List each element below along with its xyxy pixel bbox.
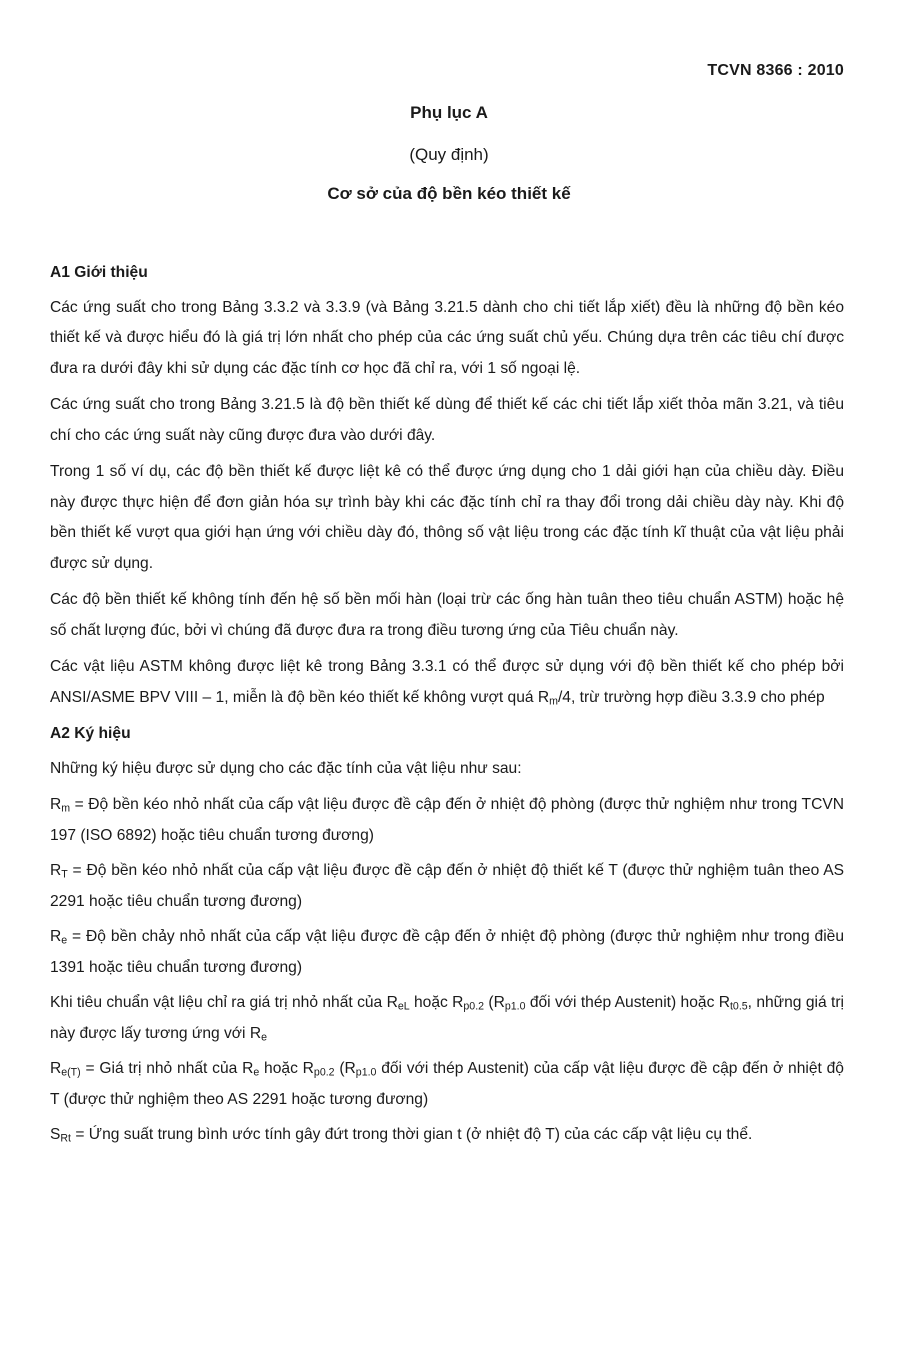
paragraph-text: Các vật liệu ASTM không được liệt kê trong Bảng 3.3.1 có thể được sử dụng với độ bền thiết kế cho phép bởi ANSI/ASME BPV VIII – 1, miễn là độ bền kéo thiết kế không vượt quá R [50,658,844,706]
symbol: R [50,928,62,945]
symbol-text: đối với thép Austenit) của cấp vật liệu được đề cập đến ở nhiệt độ T (được thử nghiệm theo AS 2291 hoặc tương đương) [50,1060,844,1108]
section-a2-heading: A2 Ký hiệu [50,725,131,742]
symbol-subscript: e [61,934,68,947]
subscript: e [253,1066,260,1079]
symbol-definition-srt [50,1120,844,1151]
subscript: eL [397,1000,410,1013]
symbol-text: = Giá trị nhỏ nhất của R [80,1060,254,1077]
annex-subject: Cơ sở của độ bền kéo thiết kế [327,184,571,203]
symbol-subscript: m [61,802,71,815]
symbols-intro: Những ký hiệu được sử dụng cho các đặc tính của vật liệu như sau: [50,759,522,777]
symbol-text: (R [334,1060,356,1077]
symbol-text: = Ứng suất trung bình ước tính gây đứt trong thời gian t (ở nhiệt độ T) của các cấp vật liệu cụ thể. [71,1126,753,1143]
symbol-definition-ret [50,1054,844,1115]
symbol-subscript: e(T) [61,1066,81,1079]
symbol-text: hoặc R [259,1060,314,1077]
subscript: p1.0 [355,1066,377,1079]
paragraph: Trong 1 số ví dụ, các độ bền thiết kế được liệt kê có thể được ứng dụng cho 1 dải giới hạn của chiều dày. Điều này được thực hiện để đơn giản hóa sự trình bày khi các đặc tính chỉ ra thay đổi trong dải chiều dày này. Khi độ bền thiết kế vượt qua giới hạn ứng với chiều dày đó, thông số vật liệu trong các đặc tính kĩ thuật của vật liệu phải được sử dụng. [50,463,844,572]
symbol-text: = Độ bền kéo nhỏ nhất của cấp vật liệu được đề cập đến ở nhiệt độ thiết kế T (được thử nghiệm tuân theo AS 2291 hoặc tiêu chuẩn tương đương) [50,862,844,910]
section-a1-heading: A1 Giới thiệu [50,264,148,281]
symbol-subscript: Rt [60,1132,71,1145]
symbol: R [50,862,62,879]
note-text: hoặc R [409,994,464,1011]
symbol-definition-re [50,922,844,983]
standard-code: TCVN 8366 : 2010 [707,62,844,79]
paragraph: Các ứng suất cho trong Bảng 3.21.5 là độ bền thiết kế dùng để thiết kế các chi tiết lắp xiết thỏa mãn 3.21, và tiêu chí cho các ứng suất này cũng được đưa vào dưới đây. [50,396,844,444]
symbol-definition-rt [50,856,844,917]
subscript: t0.5 [729,1000,748,1013]
symbol-definition-rm [50,790,844,851]
symbol: S [50,1126,61,1143]
symbol-text: = Độ bền kéo nhỏ nhất của cấp vật liệu được đề cập đến ở nhiệt độ phòng (được thử nghiệm như trong TCVN 197 (ISO 6892) hoặc tiêu chuẩn tương đương) [50,796,844,844]
note-text: (R [484,994,505,1011]
note-text: , những giá trị này được lấy tương ứng với R [50,994,844,1042]
paragraph: Các ứng suất cho trong Bảng 3.3.2 và 3.3.9 (và Bảng 3.21.5 dành cho chi tiết lắp xiết) đều là những độ bền kéo thiết kế và được hiểu đó là giá trị lớn nhất cho phép của các ứng suất chủ yếu. Chúng dựa trên các tiêu chí được đưa ra dưới đây khi sử dụng các đặc tính cơ học đã chỉ ra, với 1 số ngoại lệ. [50,298,844,377]
symbol-text: = Độ bền chảy nhỏ nhất của cấp vật liệu được đề cập đến ở nhiệt độ phòng (được thử nghiệm như trong điều 1391 hoặc tiêu chuẩn tương đương) [50,928,844,976]
paragraph-text: /4, trừ trường hợp điều 3.3.9 cho phép [557,688,825,706]
note-text: đối với thép Austenit) hoặc R [525,994,730,1011]
material-standard-note [50,988,844,1049]
symbol-subscript: T [61,868,68,881]
document-body [50,258,844,1156]
subscript: m [549,695,558,708]
subscript: p0.2 [463,1000,485,1013]
paragraph [50,652,844,713]
symbol: R [50,1060,62,1077]
symbol: R [50,796,62,813]
subscript: e [261,1031,267,1044]
subscript: p1.0 [504,1000,526,1013]
annex-title: Phụ lục A [410,103,488,122]
annex-status: (Quy định) [409,145,489,164]
subscript: p0.2 [313,1066,335,1079]
paragraph: Các độ bền thiết kế không tính đến hệ số bền mối hàn (loại trừ các ống hàn tuân theo tiêu chuẩn ASTM) hoặc hệ số chất lượng đúc, bởi vì chúng đã được đưa ra trong điều tương ứng của Tiêu chuẩn này. [50,591,844,639]
note-text: Khi tiêu chuẩn vật liệu chỉ ra giá trị nhỏ nhất của R [50,994,398,1011]
